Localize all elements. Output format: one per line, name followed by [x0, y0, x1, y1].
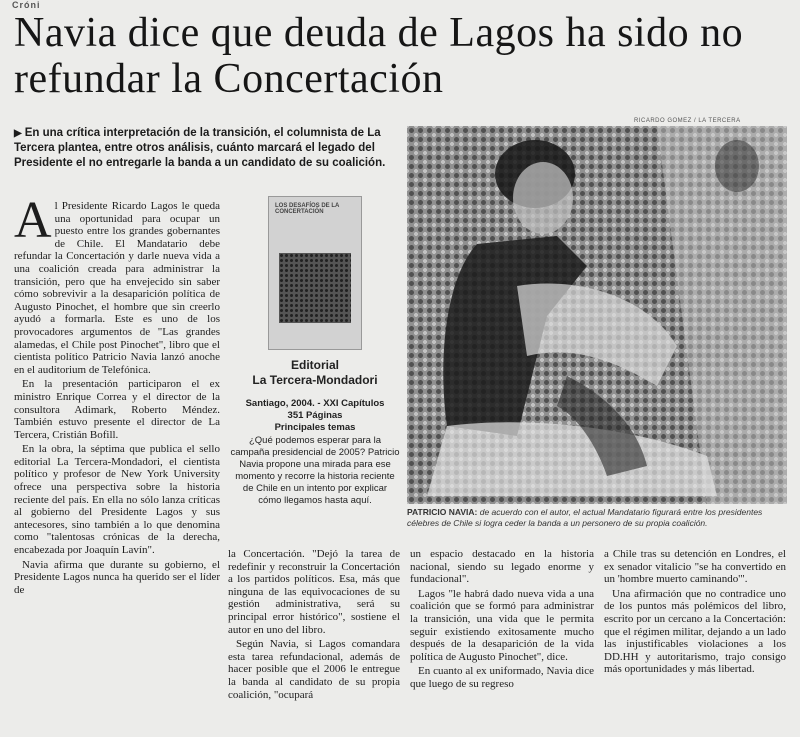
drop-cap: A: [14, 192, 52, 249]
book-pages: 351 Páginas: [287, 410, 343, 421]
triangle-bullet-icon: ▶: [14, 128, 22, 139]
lead-paragraph: [14, 192, 220, 376]
article-column-3: [410, 548, 594, 693]
book-place-year: Santiago, 2004. - XXI Capítulos: [245, 398, 385, 409]
deck: [14, 126, 390, 171]
book-details: [230, 398, 400, 434]
col4-p1: a Chile tras su detención en Londres, el ex senador vitalicio "se ha convertido en un 'hombre muerto caminando'".: [604, 548, 786, 586]
article-column-4: [604, 548, 786, 678]
book-cover-title: LOS DESAFÍOS DE LA CONCERTACIÓN: [275, 203, 340, 215]
headline: Navia dice que deuda de Lagos ha sido no refundar la Concertación: [14, 10, 744, 102]
book-info-box: [230, 196, 400, 540]
book-topics-heading: Principales temas: [274, 422, 356, 433]
photo-patricio-navia: [407, 126, 787, 504]
col1-p4: Navia afirma que durante su gobierno, el Presidente Lagos nunca ha querido ser el líder de: [14, 558, 220, 596]
col1-p1-text: l Presidente Ricardo Lagos le queda una oportunidad para ocupar un puesto entre los grandes gobernantes de Chile. El Mandatario debe refundar la Concertación y darle nueva vida a una coalición creada para administrar la transición, pero que ha envejecido sin saber cómo sobrevivir a la desaparición política de Augusto Pinochet, el hombre que sin creerlo ayudó a formarla. Este es uno de los provocadores argumentos de "Las grandes alamedas, el Chile post Pinochet", libro que el cientista político Patricio Navia lanzó anoche en el auditorium de Telefónica.: [14, 200, 220, 376]
photo-credit: RICARDO GOMEZ / LA TERCERA: [634, 118, 741, 124]
col2-p1: la Concertación. "Dejó la tarea de redefinir y reconstruir la Concertación a los partidos políticos. Esa, más que ninguna de las equivocaciones de su gestión administrativa, será su principal error histórico", sostiene el autor en uno del libro.: [228, 548, 400, 636]
publisher-line-1: Editorial: [290, 358, 339, 372]
col1-p2: En la presentación participaron el ex ministro Enrique Correa y el director de la consultora Adimark, Roberto Méndez. También estuvo presente el director de La Tercera, Cristián Bofill.: [14, 378, 220, 441]
deck-text: En una crítica interpretación de la transición, el columnista de La Tercera plantea, entre otros análisis, cuánto marcará el legado del Presidente el no entregarle la banda a un candidato de su coalición.: [14, 127, 386, 169]
caption-text: de acuerdo con el autor, el actual Mandatario figurará entre los presidentes célebres de Chile si logra ceder la banda a un personero de su propia coalición.: [407, 507, 763, 528]
article-column-1: [14, 192, 220, 598]
col3-p3: En cuanto al ex uniformado, Navia dice que luego de su regreso: [410, 665, 594, 690]
publisher-line-2: La Tercera-Mondadori: [252, 373, 378, 387]
article-column-2: [228, 548, 400, 703]
book-cover-image: [279, 253, 351, 323]
book-cover: [268, 196, 362, 350]
col1-p3: En la obra, la séptima que publica el sello editorial La Tercera-Mondadori, el cientista político y profesor de New York University ofrece una perspectiva sobre la historia reciente del país. En ella no sólo lanza críticas al gobierno del Presidente Lagos y sus antecesores, sino también a lo que denomina como "talentosas crónicas de la derecha, encabezada por Joaquín Lavín".: [14, 443, 220, 557]
section-label: Cróni: [12, 0, 41, 10]
col3-p2: Lagos "le habrá dado nueva vida a una coalición que se formó para administrar la transición, una vida que le permita seguir existiendo exitosamente mucho después de la desaparición de la vida política de Augusto Pinochet", dice.: [410, 587, 594, 663]
col4-p2: Una afirmación que no contradice uno de los puntos más polémicos del libro, escrito por un cercano a la Concertación: que el régimen militar, dejando a un lado las injustificables violaciones a los DD.HH y autoritarismo, trajo consigo más oportunidades y más libertad.: [604, 587, 786, 676]
book-publisher: [230, 358, 400, 388]
photo-figure: [407, 126, 787, 504]
caption-label: PATRICIO NAVIA:: [407, 507, 478, 517]
col2-p2: Según Navia, si Lagos comandara esta tarea refundacional, además de hacer posible que el 2006 le entregue la banda al candidato de su propia coalición, "ocupará: [228, 638, 400, 701]
book-topics-text: ¿Qué podemos esperar para la campaña presidencial de 2005? Patricio Navia propone una mirada para ese momento y recorre la historia reciente de Chile en un intento por explicar cómo llegamos hasta aquí.: [230, 435, 400, 506]
photo-caption: [407, 507, 783, 529]
col3-p1: un espacio destacado en la historia nacional, siendo su legado enorme y fundacional".: [410, 548, 594, 586]
